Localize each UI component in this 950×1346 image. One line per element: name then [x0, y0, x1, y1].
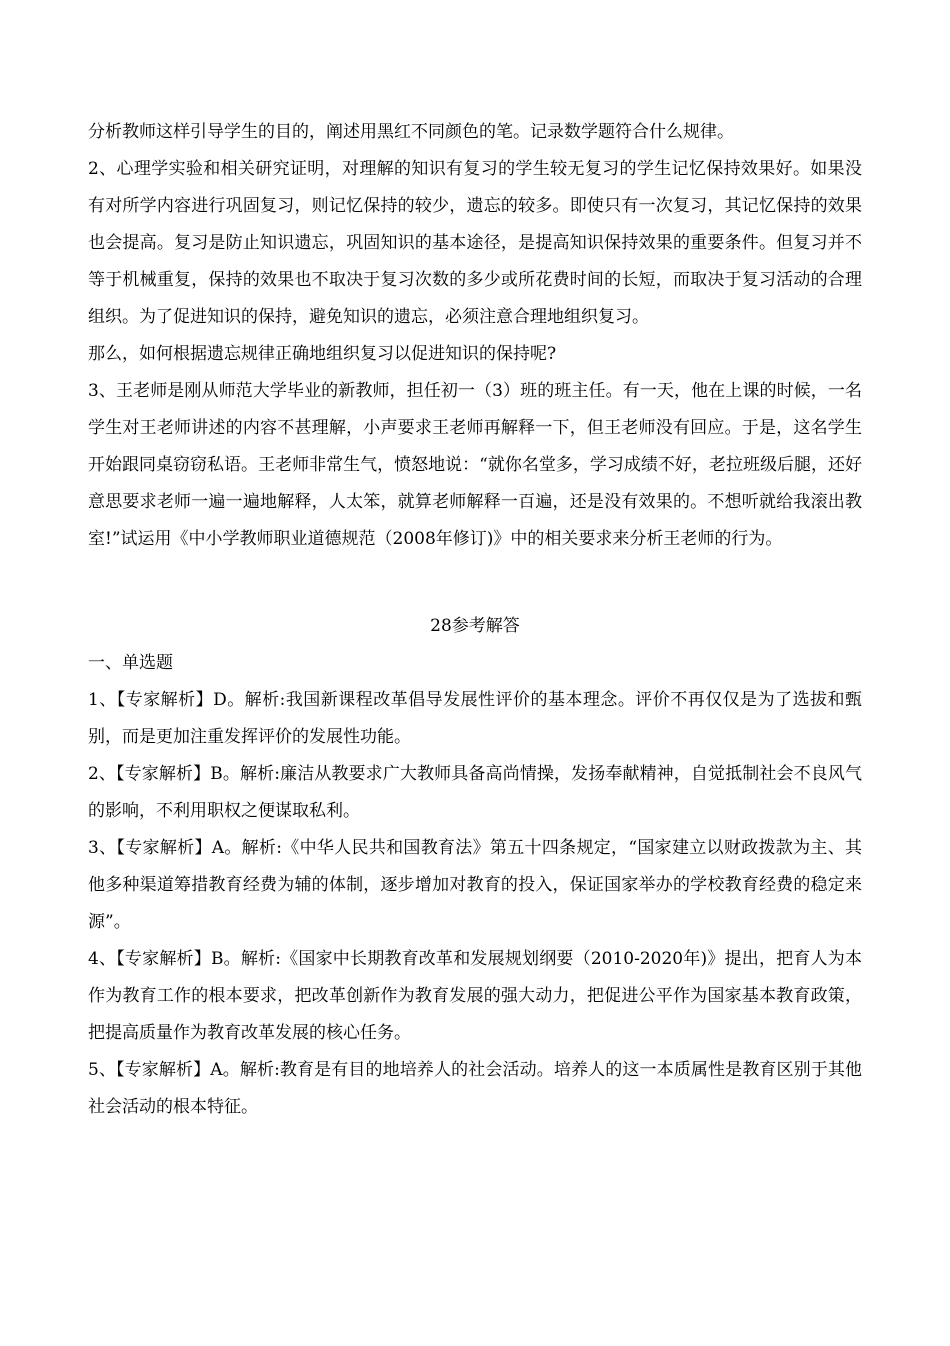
question-2: 2、心理学实验和相关研究证明，对理解的知识有复习的学生较无复习的学生记忆保持效果好。如果没有对所学内容进行巩固复习，则记忆保持的较少，遗忘的较多。即使只有一次复习，其记忆保持的效果也会提高。复习是防止知识遗忘，巩固知识的基本途径，是提高知识保持效果的重要条件。但复习并不等于机械重复，保持的效果也不取决于复习次数的多少或所花费时间的长短，而取决于复习活动的合理组织。为了促进知识的保持，避免知识的遗忘，必须注意合理地组织复习。 [88, 159, 862, 327]
answer-item-1: 1、【专家解析】D。解析:我国新课程改革倡导发展性评价的基本理念。评价不再仅仅是为了选拔和甄别，而是更加注重发挥评价的发展性功能。 [88, 690, 862, 747]
answer-item-3: 3、【专家解析】A。解析:《中华人民共和国教育法》第五十四条规定，“国家建立以财政拨款为主、其他多种渠道筹措教育经费为辅的体制，逐步增加对教育的投入，保证国家举办的学校教育经费的稳定来源”。 [88, 838, 862, 932]
question-3: 3、王老师是刚从师范大学毕业的新教师，担任初一（3）班的班主任。有一天，他在上课的时候，一名学生对王老师讲述的内容不甚理解，小声要求王老师再解释一下，但王老师没有回应。于是，这名学生开始跟同桌窃窃私语。王老师非常生气，愤怒地说：“就你名堂多，学习成绩不好，老拉班级后腿，还好意思要求老师一遍一遍地解释，人太笨，就算老师解释一百遍，还是没有效果的。不想听就给我滚出教室!”试运用《中小学教师职业道德规范（2008年修订)》中的相关要求来分析王老师的行为。 [88, 381, 862, 549]
answer-item-5: 5、【专家解析】A。解析:教育是有目的地培养人的社会活动。培养人的这一本质属性是教育区别于其他社会活动的根本特征。 [88, 1060, 862, 1117]
answer-item-4: 4、【专家解析】B。解析:《国家中长期教育改革和发展规划纲要（2010-2020年)》提出，把育人为本作为教育工作的根本要求，把改革创新作为教育发展的强大动力，把促进公平作为国家基本教育政策，把提高质量作为教育改革发展的核心任务。 [88, 949, 862, 1043]
answer-item-2: 2、【专家解析】B。解析:廉洁从教要求广大教师具备高尚情操，发扬奉献精神，自觉抵制社会不良风气的影响，不利用职权之便谋取私利。 [88, 764, 862, 821]
answers-title: 28参考解答 [430, 616, 520, 636]
answers-section-heading: 一、单选题 [88, 653, 173, 673]
question-2-prompt: 那么，如何根据遗忘规律正确地组织复习以促进知识的保持呢? [88, 344, 557, 364]
section-gap [88, 558, 862, 608]
question-1-tail: 分析教师这样引导学生的目的，阐述用黑红不同颜色的笔。记录数学题符合什么规律。 [88, 122, 734, 142]
